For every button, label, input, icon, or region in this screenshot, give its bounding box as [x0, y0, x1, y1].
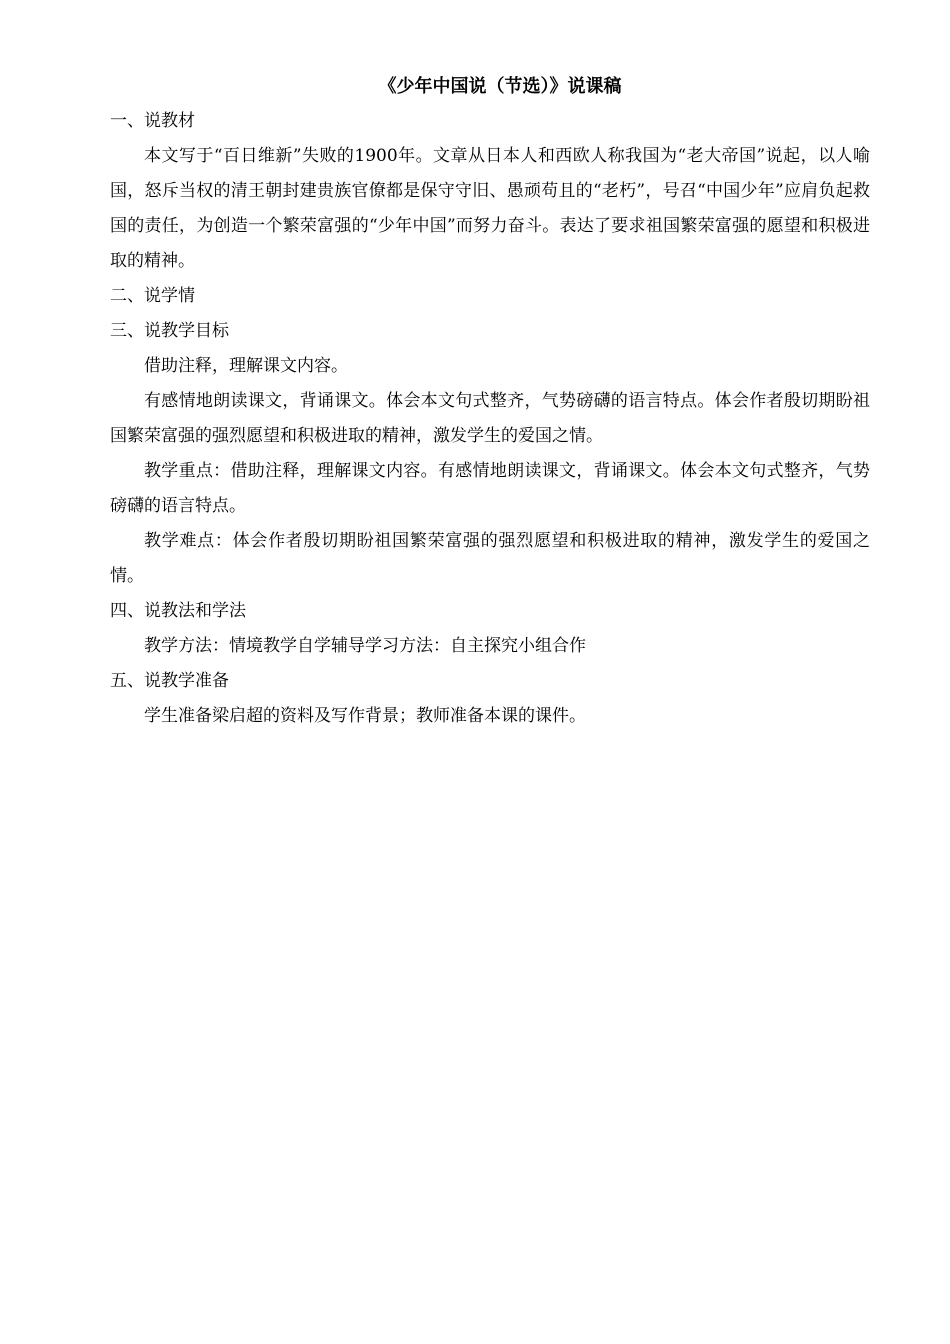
section-heading: 三、说教学目标 [110, 321, 229, 341]
section-heading: 五、说教学准备 [110, 671, 229, 691]
paragraph: 有感情地朗读课文，背诵课文。体会本文句式整齐，气势磅礴的语言特点。体会作者殷切期盼祖国繁荣富强的强烈愿望和积极进取的精神，激发学生的爱国之情。 [110, 391, 870, 446]
section-preparation [110, 664, 870, 734]
paragraph: 借助注释，理解课文内容。 [144, 356, 348, 376]
paragraph: 教学重点：借助注释，理解课文内容。有感情地朗读课文，背诵课文。体会本文句式整齐，气势磅礴的语言特点。 [110, 461, 870, 516]
section-objectives [110, 314, 870, 594]
paragraph: 教学方法：情境教学自学辅导学习方法：自主探究小组合作 [144, 636, 586, 656]
section-methods [110, 594, 870, 664]
section-heading: 一、说教材 [110, 111, 195, 131]
document-page [110, 70, 870, 734]
section-textbook [110, 104, 870, 279]
document-title: 《少年中国说（节选）》说课稿 [378, 76, 622, 97]
section-students [110, 279, 870, 314]
section-heading: 四、说教法和学法 [110, 601, 246, 621]
paragraph: 学生准备梁启超的资料及写作背景；教师准备本课的课件。 [144, 706, 586, 726]
paragraph: 本文写于“百日维新”失败的1900年。文章从日本人和西欧人称我国为“老大帝国”说起，以人喻国，怒斥当权的清王朝封建贵族官僚都是保守守旧、愚顽苟且的“老朽”，号召“中国少年”应肩负起救国的责任，为创造一个繁荣富强的“少年中国”而努力奋斗。表达了要求祖国繁荣富强的愿望和积极进取的精神。 [110, 146, 870, 271]
section-heading: 二、说学情 [110, 286, 195, 306]
paragraph: 教学难点：体会作者殷切期盼祖国繁荣富强的强烈愿望和积极进取的精神，激发学生的爱国之情。 [110, 531, 870, 586]
